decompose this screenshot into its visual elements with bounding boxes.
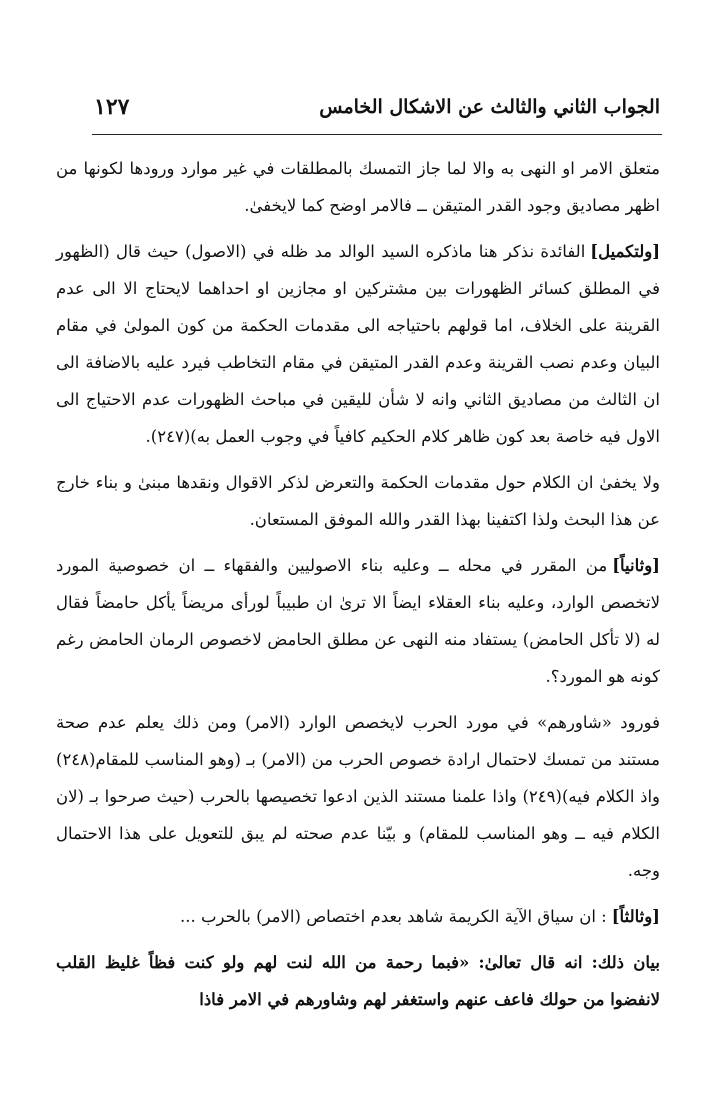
header-divider (92, 134, 662, 135)
paragraph (56, 150, 660, 224)
paragraph-text: متعلق الامر او النهى به والا لما جاز التمسك بالمطلقات في غير موارد ورودها لكونها من اظهر مصاديق وجود القدر المتيقن ــ فالامر اوضح كما لايخفىٰ. (56, 159, 660, 215)
paragraph-text: : ان سياق الآية الكريمة شاهد بعدم اختصاص (الامر) بالحرب ... (179, 907, 607, 926)
paragraph-lead: [ولتكميل] (590, 242, 660, 261)
paragraph-text: الفائدة نذكر هنا ماذكره السيد الوالد مد ظله في (الاصول) حيث قال (الظهور في المطلق كسائر الظهورات بين مشتركين او مجازين او احداهما لايحتاج الا الى عدم القرينة على الخلاف، اما قولهم باحتياجه الى مقدمات الحكمة من كون المولىٰ في مقام البيان وعدم نصب القرينة وعدم القدر المتيقن في مقام التخاطب فيرد عليه بالاضافة الى ان الثالث من مصاديق الثاني وانه لا شأن لليقين في مباحث الظهورات عدم الاحتياج الى الاول فيه خاصة بعد كون ظاهر كلام الحكيم كافياً في وجوب العمل به)(٢٤٧). (56, 242, 660, 446)
paragraph (56, 233, 660, 455)
paragraph (56, 704, 660, 889)
paragraph (56, 464, 660, 538)
paragraph-text: ولا يخفىٰ ان الكلام حول مقدمات الحكمة والتعرض لذكر الاقوال ونقدها مبنىٰ و بناء خارج عن هذا البحث ولذا اكتفينا بهذا القدر والله الموفق المستعان. (56, 473, 660, 529)
paragraph-text: من المقرر في محله ــ وعليه بناء الاصوليين والفقهاء ــ ان خصوصية المورد لاتخصص الوارد، وعليه بناء العقلاء ايضاً الا ترىٰ ان طبيباً لورأى مريضاً يأكل حامضاً فقال له (لا تأكل الحامض) يستفاد منه النهى عن مطلق الحامض لاخصوص الرمان الحامض رغم كونه هو المورد؟. (56, 556, 660, 686)
paragraph-lead: [وثالثاً] (611, 907, 660, 926)
paragraph (56, 547, 660, 695)
running-header (92, 92, 660, 136)
paragraph (56, 898, 660, 935)
paragraph-text: بيان ذلك: انه قال تعالىٰ: «فبما رحمة من الله لنت لهم ولو كنت فظاً غليظ القلب لانفضوا من حولك فاعف عنهم واستغفر لهم وشاورهم في الامر فاذا (56, 953, 660, 1009)
paragraph (56, 944, 660, 1018)
body-text (56, 150, 660, 1027)
page-number: ١٢٧ (94, 94, 130, 120)
paragraph-text: فورود «شاورهم» في مورد الحرب لايخصص الوارد (الامر) ومن ذلك يعلم عدم صحة مستند من تمسك لاحتمال ارادة خصوص الحرب من (الامر) بـ (وهو المناسب للمقام(٢٤٨) واذ الكلام فيه)(٢٤٩) واذا علمنا مستند الذين ادعوا تخصيصها بالحرب (حيث صرحوا بـ (لان الكلام فيه ــ وهو المناسب للمقام) و بيّنا عدم صحته لم يبق للتعويل على هذا الاحتمال وجه. (56, 713, 660, 880)
paragraph-lead: [وثانياً] (612, 556, 660, 575)
running-header-title: الجواب الثاني والثالث عن الاشكال الخامس (319, 96, 660, 118)
